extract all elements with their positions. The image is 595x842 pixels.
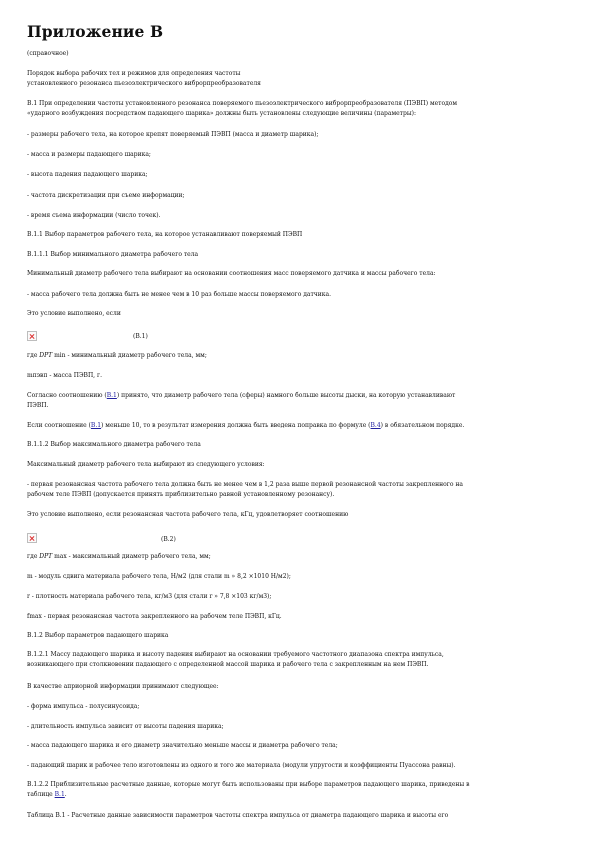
definition-r: r - плотность материала рабочего тела, кг/м3 (для стали r » 7,8 ×103 кг/м3); (27, 593, 272, 600)
list-item: - масса падающего шарика и его диаметр значительно меньше массы и диаметра рабочего тела; (27, 742, 338, 749)
list-item: - время съема информации (число точек). (27, 212, 161, 219)
ref-link-b1[interactable]: В.1 (90, 422, 102, 429)
list-item: - длительность импульса зависит от высоты падения шарика; (27, 723, 224, 730)
definition-dpt-min: где DPT min - минимальный диаметр рабочего тела, мм; (27, 352, 207, 359)
ref-link-table-b1[interactable]: В.1 (54, 791, 65, 798)
list-item: - форма импульса - полусинусоида; (27, 703, 140, 710)
paragraph-condition-2: Это условие выполнено, если резонансная частота рабочего тела, кГц, удовлетворяет соотношению (27, 511, 349, 518)
paragraph-max-condition-line2: рабочем теле ПЭВП (допускается принять приблизительно равной установленному резонансу). (27, 491, 335, 498)
broken-image-icon (27, 533, 37, 543)
list-item: - размеры рабочего тела, на которое крепят поверяемый ПЭВП (масса и диаметр шарика); (27, 131, 319, 138)
paragraph-b122-line2: таблице В.1. (27, 791, 67, 798)
paragraph-esli: Если соотношение (В.1) меньше 10, то в результат измерения должна быть введена поправка по формуле (В.4) в обязательном порядке. (27, 422, 465, 429)
subsection-heading-b11: В.1.1 Выбор параметров рабочего тела, на которое устанавливают поверяемый ПЭВП (27, 231, 303, 238)
list-item: - частота дискретизации при съеме информации; (27, 192, 185, 199)
equation-number-2: (В.2) (161, 536, 176, 543)
list-item: - масса и размеры падающего шарика; (27, 151, 151, 158)
paragraph-b121-line2: возникающего при столкновении падающего с определенной массой шарика и рабочего тела с закрепленным на нем ПЭВП. (27, 661, 429, 668)
paragraph-condition-1: Это условие выполнено, если (27, 310, 121, 317)
definition-fmax: fmax - первая резонансная частота закрепленного на рабочем теле ПЭВП, кГц. (27, 613, 282, 620)
section-heading-line2: установленного резонанса пьезоэлектрического виброрпреобразователя (27, 80, 261, 87)
subsection-heading-b111: В.1.1.1 Выбор минимального диаметра рабочего тела (27, 251, 199, 258)
definition-dpt-max: где DPT max - максимальный диаметр рабочего тела, мм; (27, 553, 211, 560)
paragraph-soglasno: Согласно соотношению (В.1) принято, что диаметр рабочего тела (сферы) намного больше высоты дыски, на которую устанавливают (27, 392, 456, 399)
paragraph-min-diameter: Минимальный диаметр рабочего тела выбирают на основании соотношения масс поверяемого датчика и массы рабочего тела: (27, 270, 436, 277)
ref-link-b4[interactable]: В.4 (370, 422, 381, 429)
paragraph-max-diameter: Максимальный диаметр рабочего тела выбирают из следующего условия: (27, 461, 265, 468)
ref-link-b1[interactable]: В.1 (106, 392, 117, 399)
page-title: Приложение В (27, 22, 164, 41)
list-item: - высота падения падающего шарика; (27, 171, 148, 178)
list-item: - падающий шарик и рабочее тело изготовлены из одного и того же материала (модули упругости и коэффициенты Пуассона равны). (27, 762, 456, 769)
paragraph-soglasno-line2: ПЭВП. (27, 402, 49, 409)
definition-mpevp: mпэвп - масса ПЭВП, г. (27, 372, 103, 379)
paragraph-b1-line2: «ударного возбуждения посредством падающего шарика» должны быть установлены следующие величины (параметры): (27, 110, 416, 117)
definition-m: m - модуль сдвига материала рабочего тела, Н/м2 (для стали m » 8,2 ×1010 Н/м2); (27, 573, 291, 580)
subtitle: (справочное) (27, 50, 69, 57)
broken-image-icon (27, 331, 37, 341)
subsection-heading-b12: В.1.2 Выбор параметров падающего шарика (27, 632, 169, 639)
paragraph-apriori: В качестве априорной информации принимают следующее: (27, 683, 219, 690)
section-heading-line1: Порядок выбора рабочих тел и режимов для определения частоты (27, 70, 241, 77)
paragraph-max-condition-line1: - первая резонансная частота рабочего тела должна быть не менее чем в 1,2 раза выше первой резонансной частоты закрепленного на (27, 481, 464, 488)
paragraph-b1-line1: В.1 При определении частоты установленного резонанса поверяемого пьезоэлектрического виброрпреобразователя (ПЭВП) методом (27, 100, 458, 107)
table-caption: Таблица В.1 - Расчетные данные зависимости параметров частоты спектра импульса от диаметра падающего шарика и высоты его (27, 812, 449, 819)
subsection-heading-b112: В.1.1.2 Выбор максимального диаметра рабочего тела (27, 441, 201, 448)
paragraph-b121-line1: В.1.2.1 Массу падающего шарика и высоту падения выбирают на основании требуемого частотного диапазона спектра импульса, (27, 651, 444, 658)
paragraph-mass-condition: - масса рабочего тела должна быть не менее чем в 10 раз больше массы поверяемого датчика. (27, 291, 332, 298)
equation-number-1: (В.1) (133, 333, 148, 340)
paragraph-b122-line1: В.1.2.2 Приблизительные расчетные данные, которые могут быть использованы при выборе параметров падающего шарика, приведены в (27, 781, 470, 788)
